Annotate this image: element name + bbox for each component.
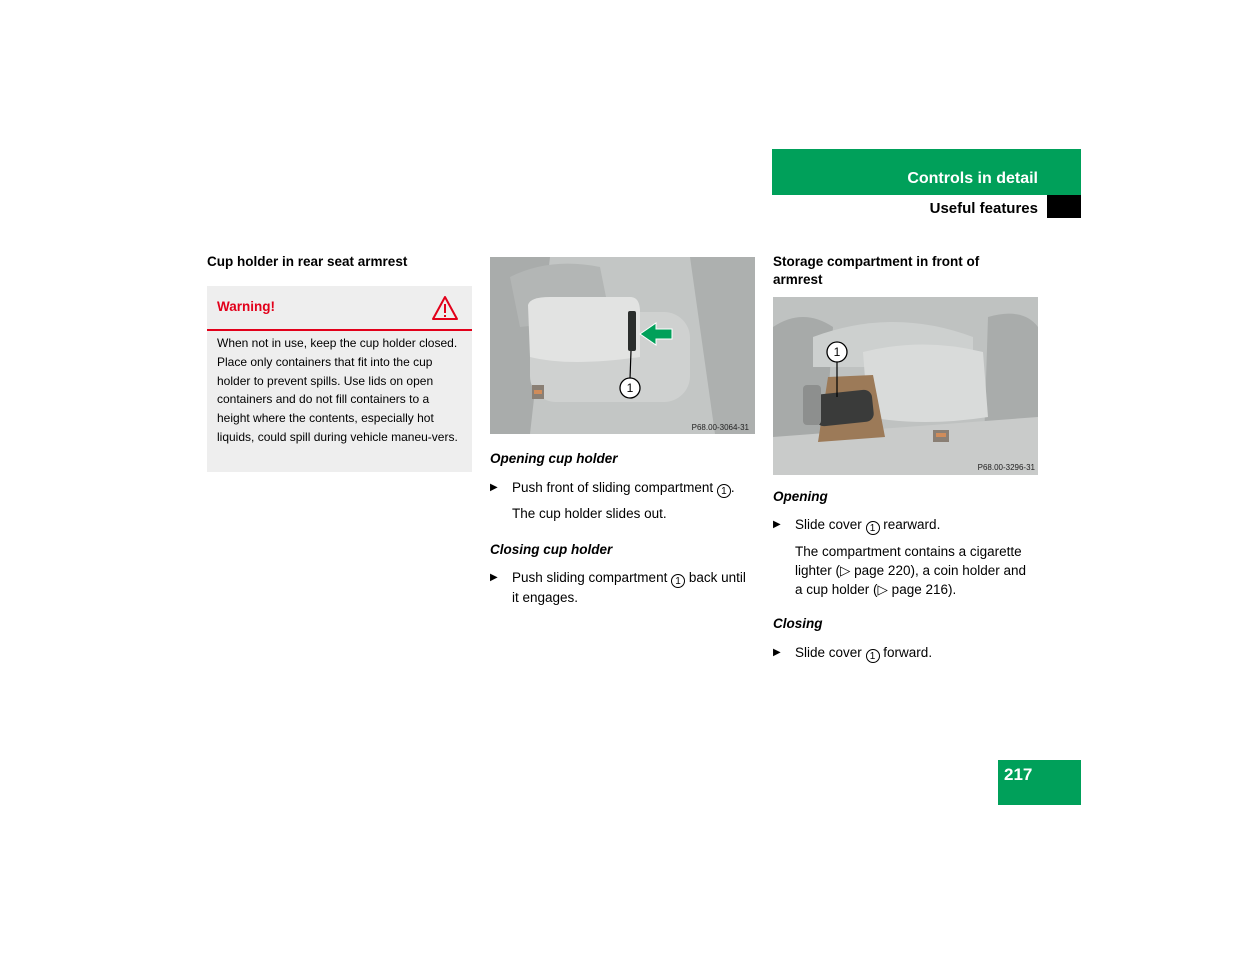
result-line: The compartment contains a cigarette	[795, 544, 1022, 559]
storage-compartment-photo	[773, 297, 1038, 475]
callout-marker: 1	[866, 521, 880, 535]
opening-step-text: Push front of sliding compartment	[512, 480, 717, 495]
storage-opening-step-end: rearward.	[879, 517, 941, 532]
callout-marker: 1	[717, 484, 731, 498]
page-number: 217	[1004, 765, 1033, 784]
bullet-icon: ▶	[773, 519, 781, 530]
opening-result: The cup holder slides out.	[512, 506, 667, 521]
photo1-code: P68.00-3064-31	[691, 423, 749, 432]
closing-step-end: back until it engages.	[512, 570, 746, 605]
storage-compartment-heading: Storage compartment in front of armrest	[773, 254, 980, 287]
closing-title: Closing	[773, 616, 823, 631]
opening-title: Opening	[773, 489, 828, 504]
bullet-icon: ▶	[773, 647, 781, 658]
bullet-icon: ▶	[490, 482, 498, 493]
photo2-callout: 1	[833, 345, 841, 359]
opening-cup-holder-title: Opening cup holder	[490, 451, 618, 466]
callout-marker: 1	[671, 574, 685, 588]
bullet-icon: ▶	[490, 572, 498, 583]
storage-closing-step	[795, 643, 1040, 663]
callout-marker: 1	[866, 649, 880, 663]
section-title: Useful features	[929, 200, 1038, 217]
opening-step-end: .	[730, 480, 735, 495]
storage-closing-step-end: forward.	[879, 645, 933, 660]
warning-text: When not in use, keep the cup holder closed. Place only containers that fit into the cup holder to prevent spills. Use lids on open containers and do not fill containers to a height where the contents, especially hot liquids, could spill during vehicle maneu-vers.	[217, 336, 458, 444]
result-line: a cup holder (▷ page 216).	[795, 582, 957, 597]
cup-holder-rear-heading: Cup holder in rear seat armrest	[207, 254, 408, 269]
storage-closing-step-text: Slide cover	[795, 645, 866, 660]
result-line: lighter (▷ page 220), a coin holder and	[795, 563, 1027, 578]
closing-step-text: Push sliding compartment	[512, 570, 672, 585]
opening-step	[512, 478, 757, 498]
closing-cup-holder-title: Closing cup holder	[490, 542, 613, 557]
header-marker-block	[1047, 195, 1081, 218]
storage-opening-result	[795, 542, 1050, 599]
storage-opening-step	[795, 515, 1040, 535]
storage-opening-step-text: Slide cover	[795, 517, 866, 532]
closing-step	[512, 568, 747, 607]
chapter-title: Controls in detail	[907, 170, 1038, 187]
rear-armrest-photo	[490, 257, 755, 434]
photo2-code: P68.00-3296-31	[977, 463, 1035, 472]
warning-triangle-icon	[431, 295, 459, 321]
warning-label: Warning!	[217, 299, 275, 314]
photo1-callout: 1	[626, 381, 634, 395]
